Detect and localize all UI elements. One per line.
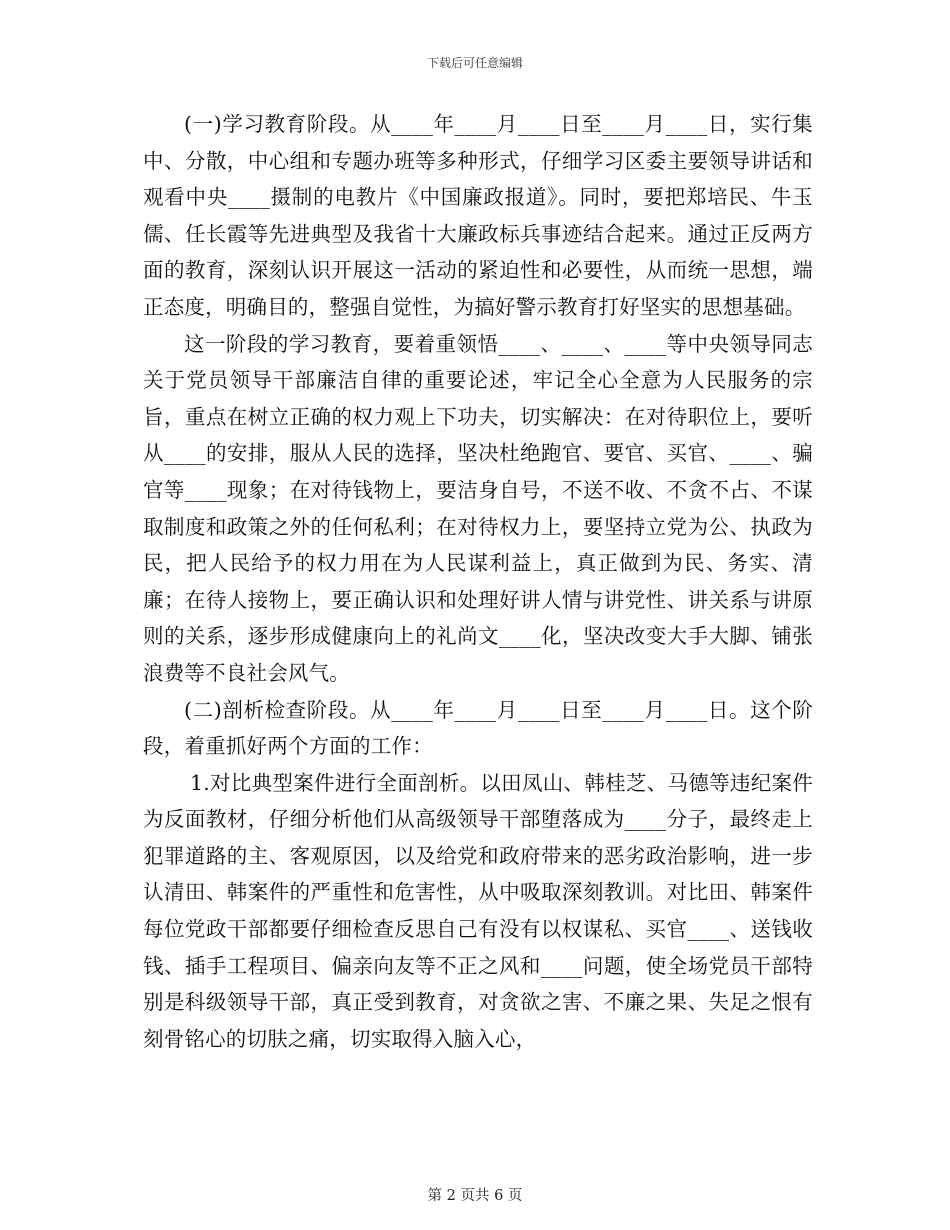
paragraph-analysis-stage: (二)剖析检查阶段。从____年____月____日至____月____日。这个阶段，着重抓好两个方面的工作： — [143, 697, 813, 759]
document-body — [143, 106, 813, 1057]
paragraph-case-analysis: 1.对比典型案件进行全面剖析。以田凤山、韩桂芝、马德等违纪案件为反面教材，仔细分析他们从高级领导干部堕落成为____分子，最终走上犯罪道路的主、客观原因，以及给党和政府带来的恶劣政治影响，进一步认清田、韩案件的严重性和危害性，从中吸取深刻教训。对比田、韩案件每位党政干部都要仔细检查反思自己有没有以权谋私、买官____、送钱收钱、插手工程项目、偏亲向友等不正之风和____问题，使全场党员干部特别是科级领导干部，真正受到教育，对贪欲之害、不廉之果、失足之恨有刻骨铭心的切肤之痛，切实取得入脑入心， — [143, 770, 813, 1051]
paragraph-study-stage: (一)学习教育阶段。从____年____月____日至____月____日，实行集中、分散，中心组和专题办班等多种形式，仔细学习区委主要领导讲话和观看中央____摄制的电教片《中国廉政报道》。同时，要把郑培民、牛玉儒、任长霞等先进典型及我省十大廉政标兵事迹结合起来。通过正反两方面的教育，深刻认识开展这一活动的紧迫性和必要性，从而统一思想，端正态度，明确目的，整强自觉性，为搞好警示教育打好坚实的思想基础。 — [143, 112, 813, 319]
paragraph-study-focus: 这一阶段的学习教育，要着重领悟____、____、____等中央领导同志关于党员领导干部廉洁自律的重要论述，牢记全心全意为人民服务的宗旨，重点在树立正确的权力观上下功夫，切实解决：在对待职位上，要听从____的安排，服从人民的选择，坚决杜绝跑官、要官、买官、____、骗官等____现象；在对待钱物上，要洁身自号，不送不收、不贪不占、不谋取制度和政策之外的任何私利；在对待权力上，要坚持立党为公、执政为民，把人民给予的权力用在为人民谋利益上，真正做到为民、务实、清廉；在待人接物上，要正确认识和处理好讲人情与讲党性、讲关系与讲原则的关系，逐步形成健康向上的礼尚文____化，坚决改变大手大脚、铺张浪费等不良社会风气。 — [143, 331, 813, 685]
page-footer: 第 2 页共 6 页 — [427, 1188, 523, 1204]
page-header: 下载后可任意编辑 — [426, 56, 523, 70]
